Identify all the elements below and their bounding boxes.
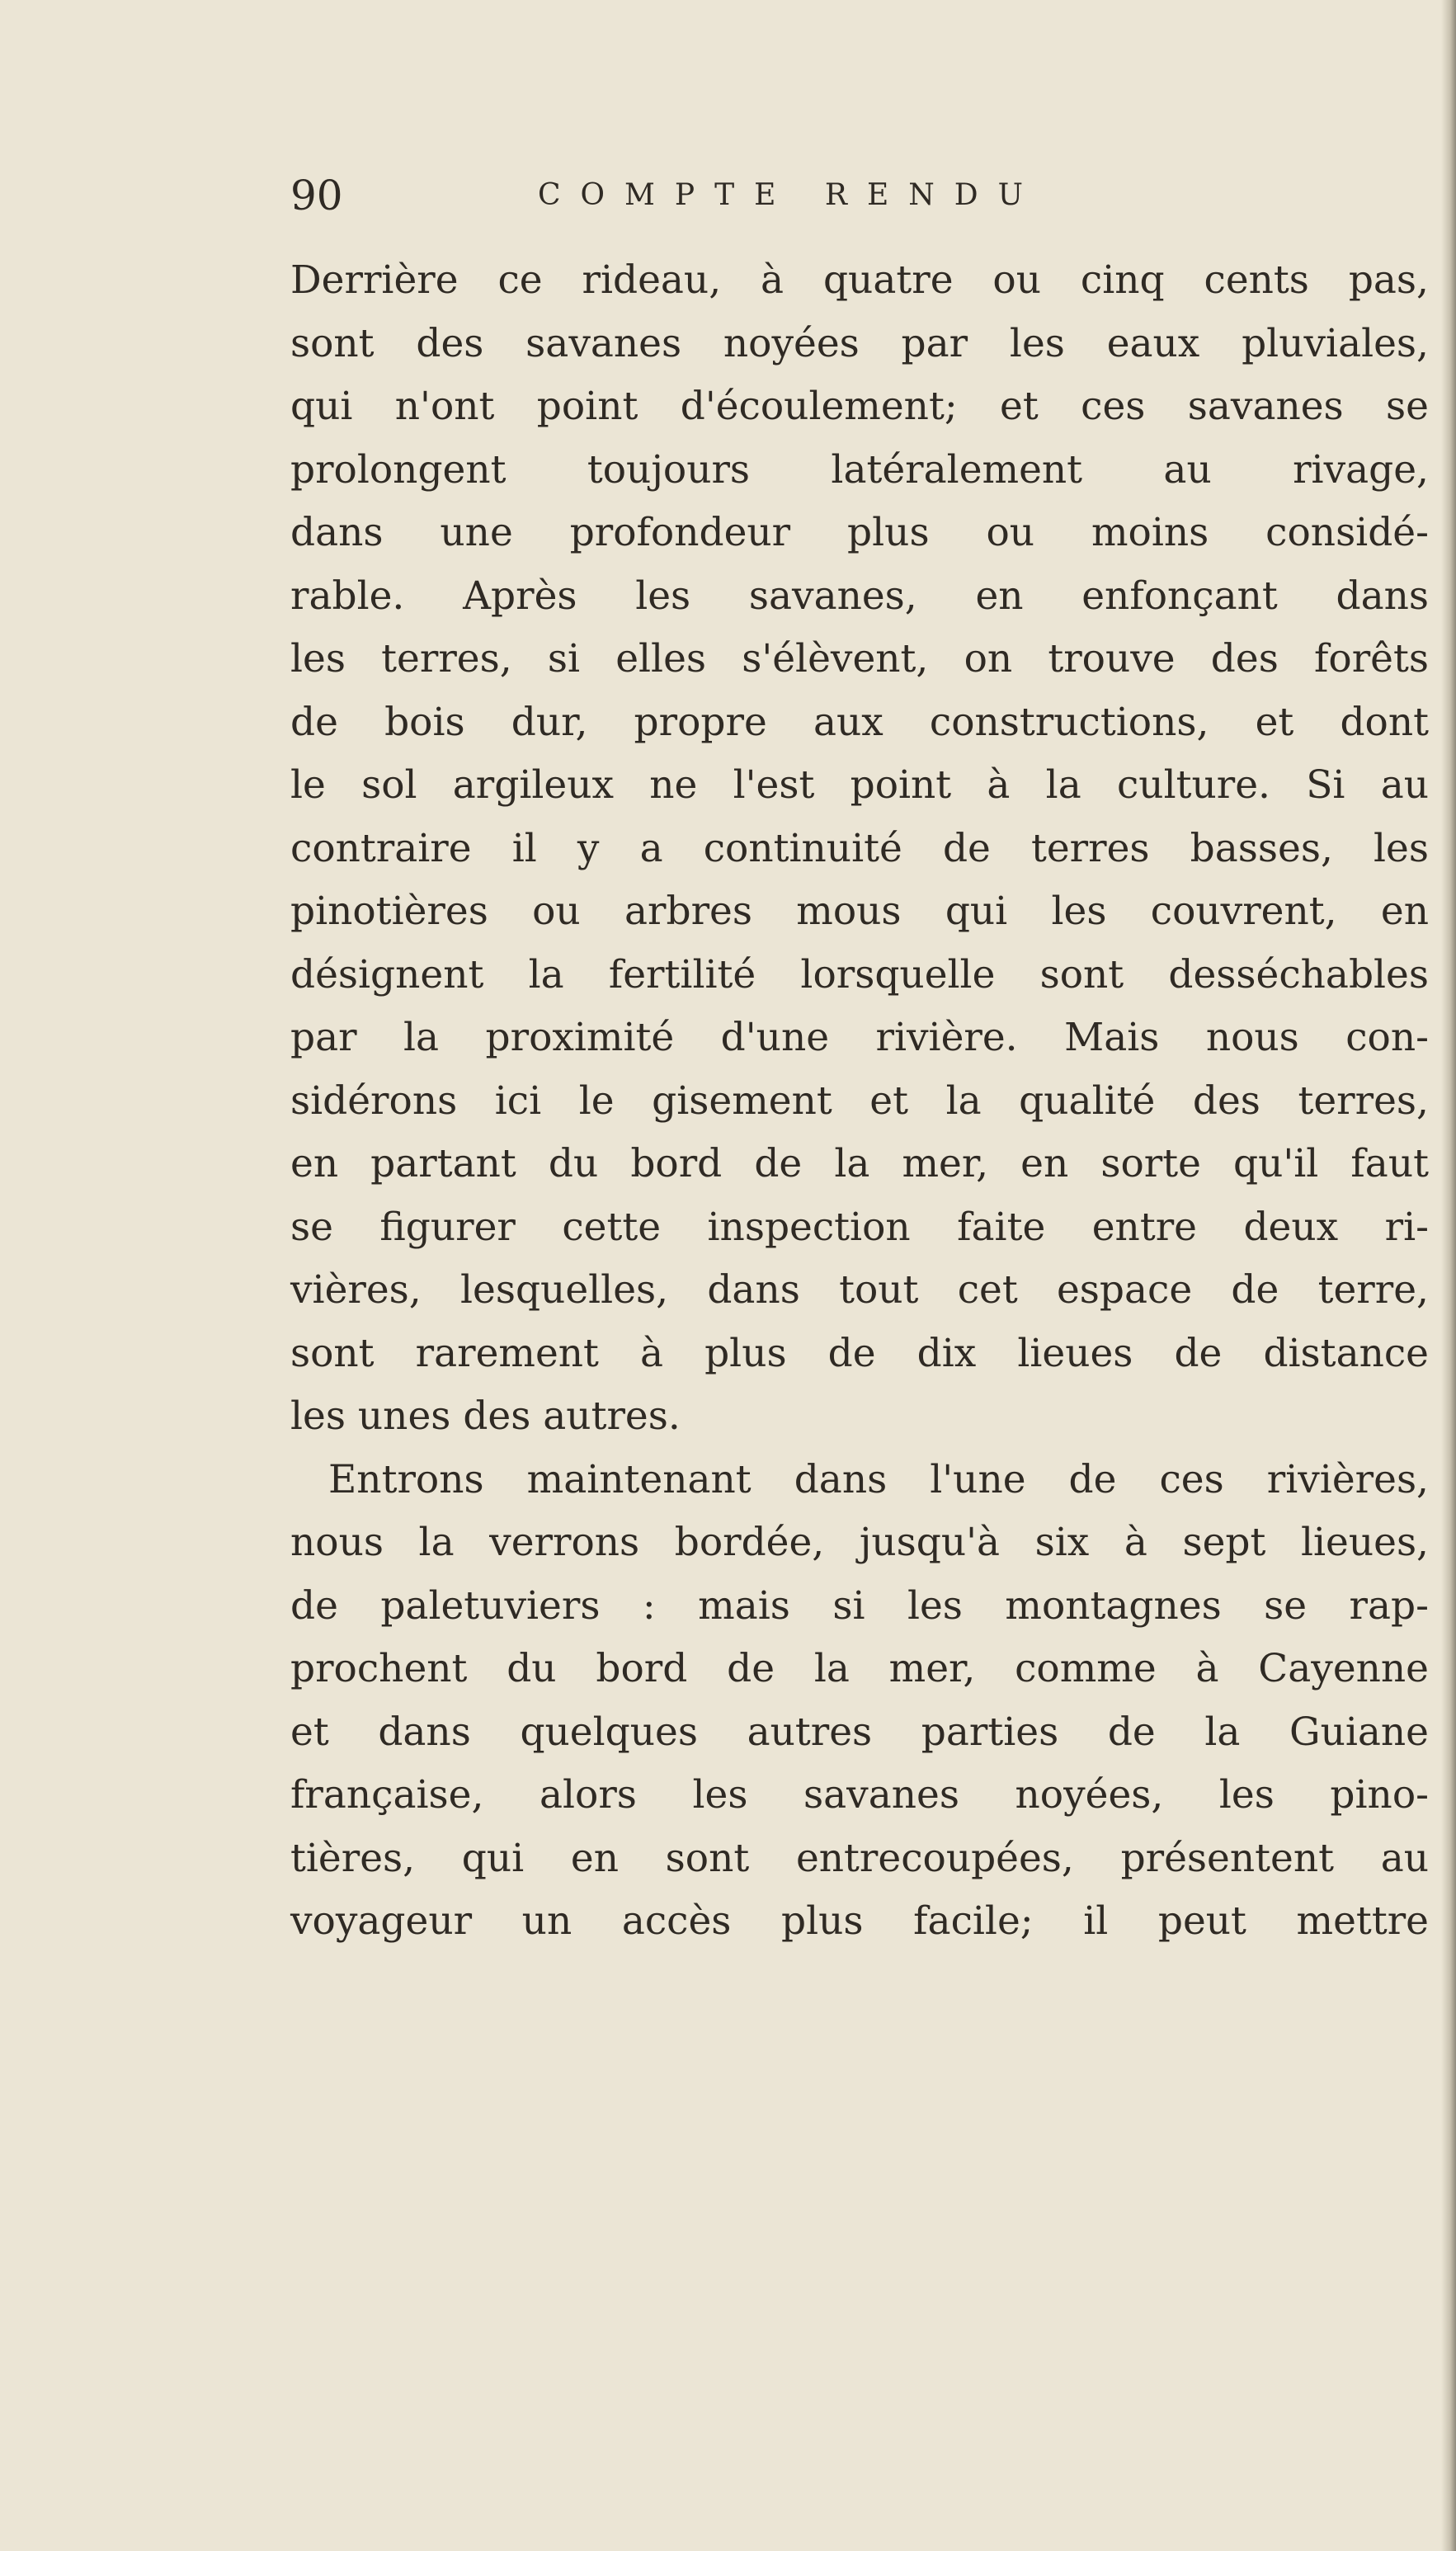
text-line: de paletuviers : mais si les montagnes se rap- (290, 1582, 1429, 1629)
page-header (290, 172, 1429, 229)
body-text (290, 249, 1429, 1954)
text-line: tières, qui en sont entrecoupées, présentent au (290, 1835, 1429, 1881)
paragraph-start-line: Entrons maintenant dans l'une de ces rivières, (328, 1456, 1429, 1502)
text-line: contraire il y a continuité de terres basses, les (290, 825, 1429, 871)
page-number: 90 (290, 172, 343, 219)
text-line: de bois dur, propre aux constructions, et dont (290, 699, 1429, 745)
text-line: en partant du bord de la mer, en sorte qu'il faut (290, 1141, 1429, 1186)
text-line: dans une profondeur plus ou moins considé- (290, 510, 1429, 555)
page-edge (1441, 0, 1456, 2551)
text-line: les terres, si elles s'élèvent, on trouve des forêts (290, 636, 1429, 681)
text-line: prolongent toujours latéralement au rivage, (290, 446, 1429, 493)
text-line: Derrière ce rideau, à quatre ou cinq cents pas, (290, 257, 1429, 303)
text-line: sont rarement à plus de dix lieues de distance (290, 1330, 1429, 1376)
text-line: qui n'ont point d'écoulement; et ces savanes se (290, 384, 1429, 429)
text-line: désignent la fertilité lorsquelle sont desséchables (290, 951, 1429, 997)
text-line: française, alors les savanes noyées, les pino- (290, 1772, 1429, 1818)
text-line: et dans quelques autres parties de la Guiane (290, 1709, 1429, 1755)
text-line: rable. Après les savanes, en enfonçant dans (290, 573, 1429, 619)
text-line: par la proximité d'une rivière. Mais nous con- (290, 1015, 1429, 1060)
paragraph-end-line: les unes des autres. (290, 1393, 681, 1439)
text-line: nous la verrons bordée, jusqu'à six à sept lieues, (290, 1520, 1429, 1565)
text-line: sidérons ici le gisement et la qualité des terres, (290, 1077, 1429, 1124)
text-line: le sol argileux ne l'est point à la culture. Si au (290, 762, 1429, 808)
running-title: COMPTE RENDU (538, 178, 1043, 212)
text-line: pinotières ou arbres mous qui les couvrent, en (290, 889, 1429, 934)
text-line: sont des savanes noyées par les eaux pluviales, (290, 320, 1429, 366)
text-line: vières, lesquelles, dans tout cet espace de terre, (290, 1267, 1429, 1313)
text-line: voyageur un accès plus facile; il peut mettre (290, 1898, 1429, 1944)
text-line: prochent du bord de la mer, comme à Cayenne (290, 1646, 1429, 1691)
text-line: se figurer cette inspection faite entre deux ri- (290, 1204, 1429, 1250)
